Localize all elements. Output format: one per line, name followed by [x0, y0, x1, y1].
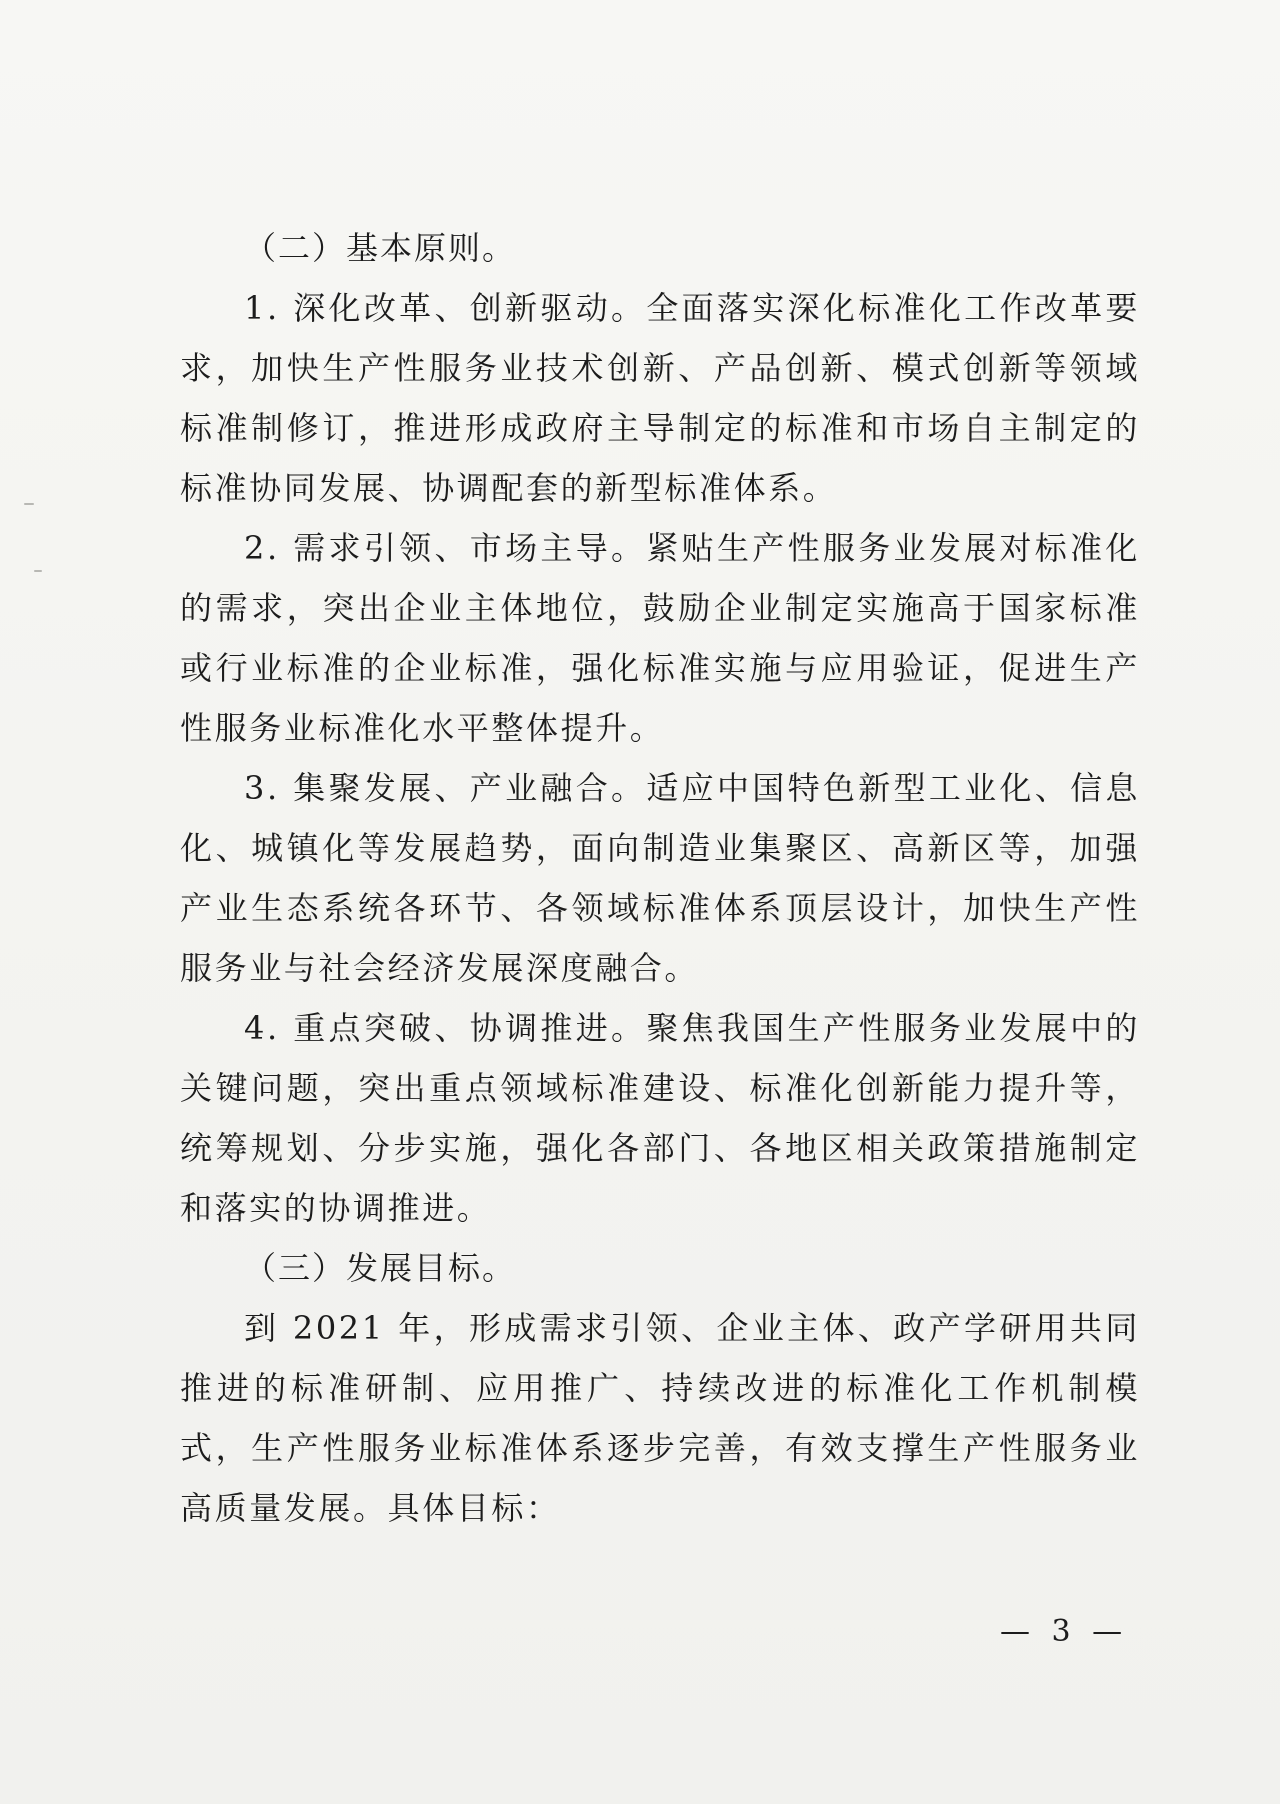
principle-paragraph-1: 1. 深化改革、创新驱动。全面落实深化标准化工作改革要求，加快生产性服务业技术创新、产品创新、模式创新等领域标准制修订，推进形成政府主导制定的标准和市场自主制定的标准协同发展、协调配套的新型标准体系。 [180, 289, 1140, 507]
principle-paragraph-4: 4. 重点突破、协调推进。聚焦我国生产性服务业发展中的关键问题，突出重点领域标准建设、标准化创新能力提升等，统筹规划、分步实施，强化各部门、各地区相关政策措施制定和落实的协调推进。 [180, 1009, 1140, 1227]
goal-paragraph: 到 2021 年，形成需求引领、企业主体、政产学研用共同推进的标准研制、应用推广、持续改进的标准化工作机制模式，生产性服务业标准体系逐步完善，有效支撑生产性服务业高质量发展。具体目标： [180, 1309, 1140, 1527]
document-body [180, 218, 1140, 1538]
page-number: — 3 — [1000, 1614, 1129, 1649]
principle-paragraph-2: 2. 需求引领、市场主导。紧贴生产性服务业发展对标准化的需求，突出企业主体地位，鼓励企业制定实施高于国家标准或行业标准的企业标准，强化标准实施与应用验证，促进生产性服务业标准化水平整体提升。 [180, 529, 1140, 747]
scan-artifact [24, 503, 34, 505]
scan-artifact [34, 570, 42, 572]
section-heading-goals: （三）发展目标。 [244, 1249, 517, 1287]
principle-paragraph-3: 3. 集聚发展、产业融合。适应中国特色新型工业化、信息化、城镇化等发展趋势，面向制造业集聚区、高新区等，加强产业生态系统各环节、各领域标准体系顶层设计，加快生产性服务业与社会经济发展深度融合。 [180, 769, 1140, 987]
section-heading-principles: （二）基本原则。 [244, 229, 517, 267]
